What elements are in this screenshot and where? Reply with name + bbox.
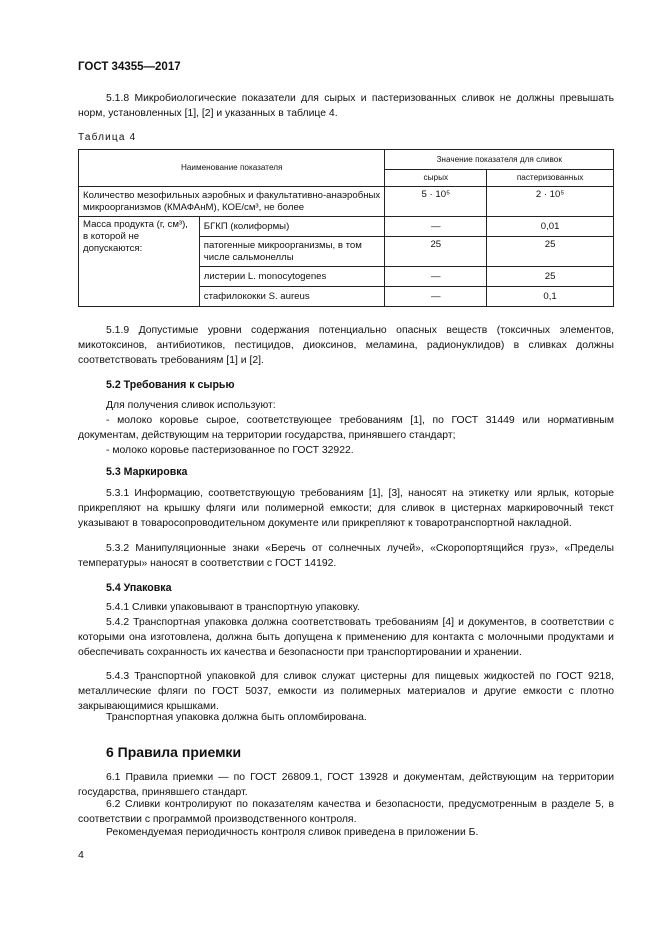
header-value: Значение показателя для сливок: [385, 150, 614, 170]
section-5-4-title: 5.4 Упаковка: [106, 582, 172, 594]
header-indicator-name: Наименование показателя: [79, 150, 385, 187]
document-header: ГОСТ 34355—2017: [78, 61, 181, 73]
table-row-past: 0,1: [487, 287, 614, 307]
paragraph-5-2-item-1: - молоко коровье сырое, соответствующее требованиям [1], по ГОСТ 31449 или нормативным документам, действующим на территории государства, принявшего стандарт;: [78, 415, 614, 442]
table-row-raw: —: [385, 217, 487, 237]
table-row-raw: —: [385, 287, 487, 307]
paragraph-5-4-2: 5.4.2 Транспортная упаковка должна соответствовать требованиям [4] и документов, в соответствии с которыми она изготовлена, должна быть допущена к применению для контакта с молочными продуктами и обеспечивать сохранность их качества и безопасности при транспортировании и хранении.: [78, 617, 614, 659]
table-row-name: листерии L. monocytogenes: [199, 267, 385, 287]
paragraph-5-4-seal: Транспортная упаковка должна быть опломбирована.: [106, 712, 367, 723]
paragraph-6-2: 6.2 Сливки контролируют по показателям качества и безопасности, предусмотренным в разделе 5, в соответствии с программой производственного контроля.: [78, 799, 614, 826]
header-raw: сырых: [385, 170, 487, 187]
paragraph-5-4-1: 5.4.1 Сливки упаковывают в транспортную упаковку.: [106, 602, 360, 613]
table-row-raw: 25: [385, 237, 487, 267]
row-kmafanm-name: Количество мезофильных аэробных и факультативно-анаэробных микроорганизмов (КМАФАнМ), КОЕ/см³, не более: [79, 187, 385, 217]
row-kmafanm-past: 2 · 10⁵: [487, 187, 614, 217]
paragraph-5-2-intro: Для получения сливок используют:: [106, 400, 276, 411]
table-row-name: стафилококки S. aureus: [199, 287, 385, 307]
paragraph-6-3: Рекомендуемая периодичность контроля сливок приведена в приложении Б.: [106, 827, 479, 838]
paragraph-5-3-2: 5.3.2 Манипуляционные знаки «Беречь от солнечных лучей», «Скоропортящийся груз», «Пределы температуры» наносят в соответствии с ГОСТ 14192.: [78, 543, 614, 570]
table-row-past: 25: [487, 237, 614, 267]
microbiology-table: [78, 149, 614, 307]
page-number: 4: [78, 849, 84, 861]
paragraph-5-1-9: 5.1.9 Допустимые уровни содержания потенциально опасных веществ (токсичных элементов, микотоксинов, антибиотиков, пестицидов, диоксинов, меламина, радионуклидов) в сливках должны соответствовать требованиям [1] и [2].: [78, 325, 614, 367]
row-kmafanm-raw: 5 · 10⁵: [385, 187, 487, 217]
paragraph-5-2-item-2: - молоко коровье пастеризованное по ГОСТ 32922.: [106, 445, 354, 456]
section-6-title: 6 Правила приемки: [106, 744, 242, 760]
paragraph-5-1-8: 5.1.8 Микробиологические показатели для сырых и пастеризованных сливок не должны превышать норм, установленных [1], [2] и указанных в таблице 4.: [78, 93, 614, 120]
table-row-past: 25: [487, 267, 614, 287]
table-row-raw: —: [385, 267, 487, 287]
section-5-2-title: 5.2 Требования к сырью: [106, 379, 235, 391]
section-5-3-title: 5.3 Маркировка: [106, 466, 188, 478]
paragraph-6-1: 6.1 Правила приемки — по ГОСТ 26809.1, ГОСТ 13928 и документам, действующим на территории государства, принявшего стандарт.: [78, 772, 614, 799]
paragraph-5-3-1: 5.3.1 Информацию, соответствующую требованиям [1], [3], наносят на этикетку или ярлык, которые прикрепляют на крышку фляги или полимерной емкости; для сливок в цистернах маркировочный текст указывают в товаросопроводительном документе или прикрепляют к товаротранспортной накладной.: [78, 488, 614, 530]
group-mass-label: Масса продукта (г, см³), в которой не допускаются:: [79, 217, 200, 307]
header-pasteurized: пастеризованных: [487, 170, 614, 187]
paragraph-5-4-3: 5.4.3 Транспортной упаковкой для сливок служат цистерны для пищевых жидкостей по ГОСТ 9218, металлические фляги по ГОСТ 5037, емкости из полимерных материалов и другие емкости с плотно закрывающимися крышками.: [78, 671, 614, 713]
table-row-past: 0,01: [487, 217, 614, 237]
table-caption: Таблица 4: [78, 132, 137, 143]
table-row-name: патогенные микроорганизмы, в том числе сальмонеллы: [199, 237, 385, 267]
table-row-name: БГКП (колиформы): [199, 217, 385, 237]
